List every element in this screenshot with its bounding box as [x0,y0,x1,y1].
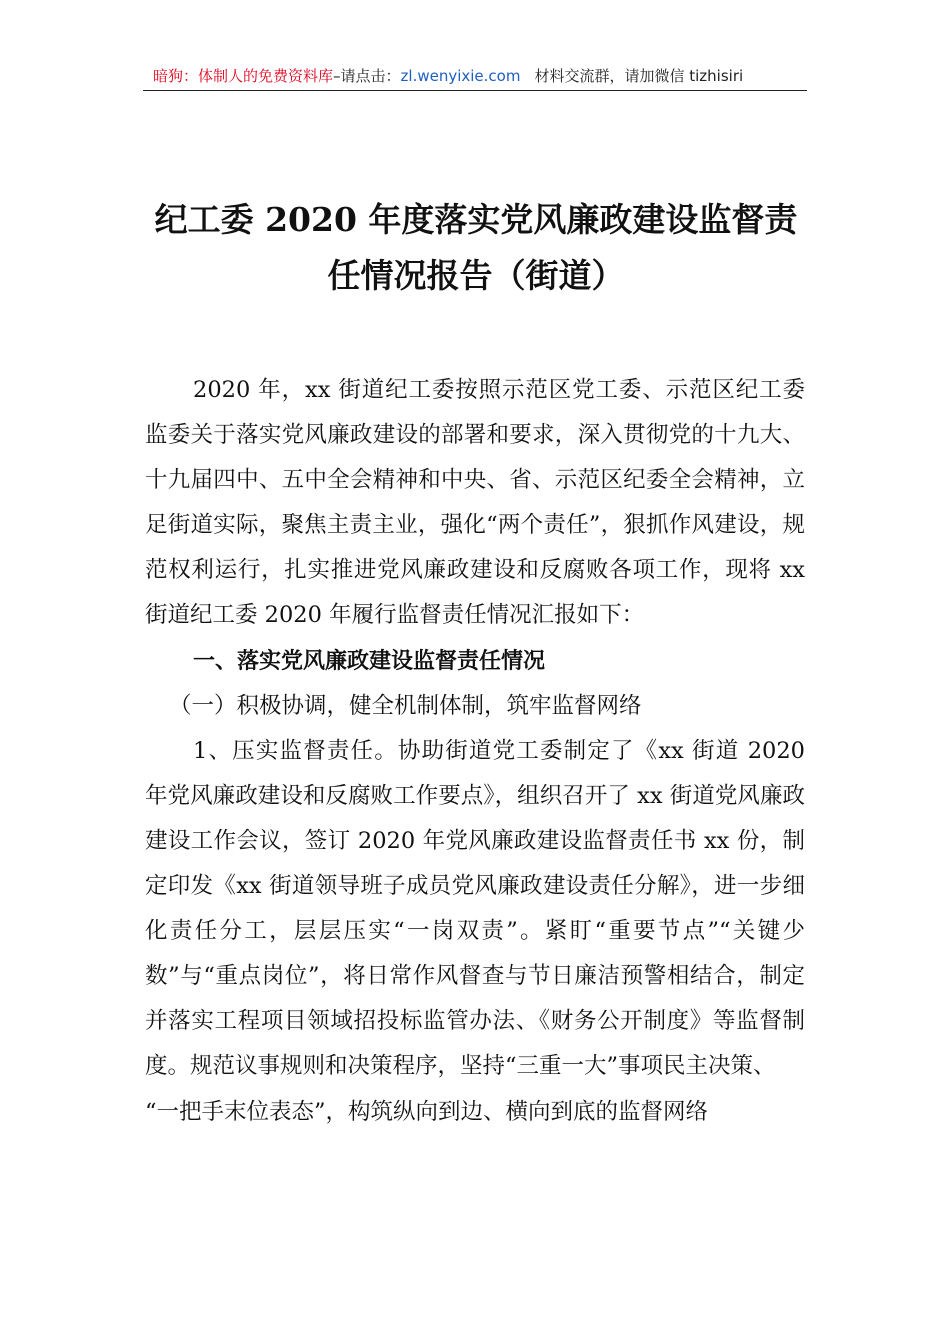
header-url-link[interactable]: zl.wenyixie.com [400,67,521,85]
item-1-last-line: “一把手末位表态”，构筑纵向到边、横向到底的监督网络 [145,1098,709,1125]
header-click-prompt: –请点击： [333,67,401,85]
item-1-paragraph: 1、压实监督责任。协助街道党工委制定了《xx 街道 2020 年党风廉政建设和反腐败工作要点》，组织召开了 xx 街道党风廉政建设工作会议，签订 2020 年党风廉政建设监督责任书 xx 份，制定印发《xx 街道领导班子成员党风廉政建设责任分解》，进一步细化责任分工，层层压实“一岗双责”。紧盯“重要节点”“关键少数”与“重点岗位”，将日常作风督查与节日廉洁预警相结合，制定并落实工程项目领域招投标监管办法、《财务公开制度》等监督制度。规范议事规则和决策程序，坚持“三重一大”事项民主决策、 [145,737,805,1080]
subsection-heading-1: （一）积极协调，健全机制体制，筑牢监督网络 [169,692,642,719]
page-header-banner [143,64,807,91]
document-body [145,368,805,1135]
section-heading-1: 一、落实党风廉政建设监督责任情况 [193,648,546,674]
header-site-name: 暗狗：体制人的免费资料库 [153,67,334,85]
title-line-2: 任情况报告（街道） [327,256,625,295]
header-group-text: 材料交流群，请加微信 tizhisiri [534,67,744,85]
intro-paragraph: 2020 年，xx 街道纪工委按照示范区党工委、示范区纪工委监委关于落实党风廉政建设的部署和要求，深入贯彻党的十九大、十九届四中、五中全会精神和中央、省、示范区纪委全会精神，立足街道实际，聚焦主责主业，强化“两个责任”，狠抓作风建设，规范权利运行，扎实推进党风廉政建设和反腐败各项工作，现将 xx 街道纪工委 2020 年履行监督责任情况汇报如下： [145,377,805,629]
title-line-1: 纪工委 2020 年度落实党风廉政建设监督责 [154,200,798,239]
document-title [140,192,812,304]
